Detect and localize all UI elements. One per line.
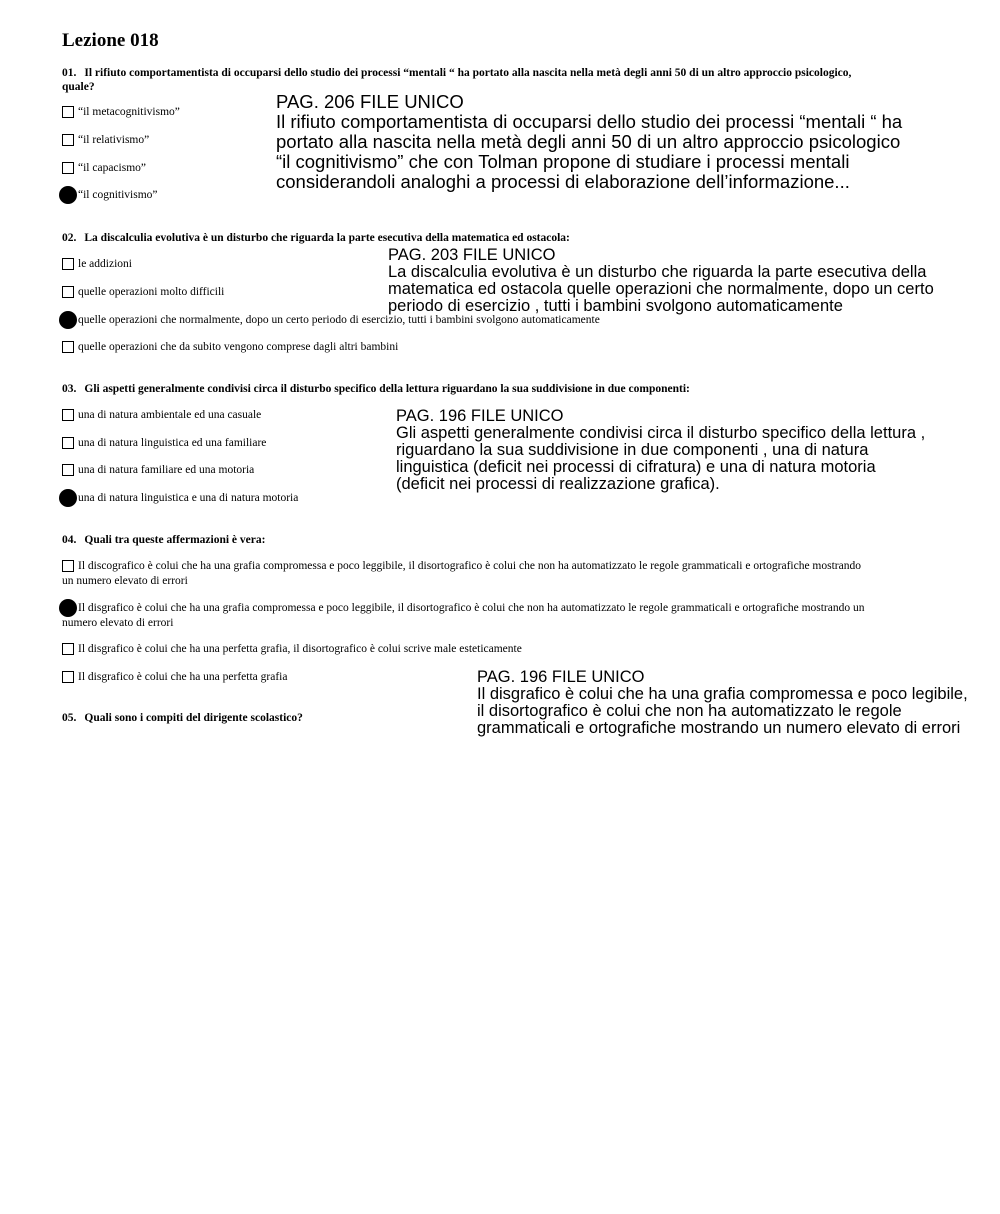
option-label: “il cognitivismo” [78, 189, 158, 201]
annotation-line: linguistica (deficit nei processi di cifratura) e una di natura motoria [396, 458, 876, 476]
checkbox-checked[interactable] [62, 189, 74, 201]
annotation-q3 [396, 408, 986, 493]
annotation-line: matematica ed ostacola quelle operazioni che normalmente, dopo un certo [388, 280, 934, 298]
question-text: Il rifiuto comportamentista di occuparsi dello studio dei processi “mentali “ ha portato alla nascita nella metà degli anni 50 di un altro approccio psicologico, [84, 67, 852, 79]
option-q4-b[interactable] [62, 601, 942, 631]
checkbox-checked[interactable] [62, 314, 74, 326]
annotation-line: il disortografico è colui che non ha automatizzato le regole [477, 702, 902, 720]
question-04 [62, 533, 942, 547]
annotation-line: portato alla nascita nella metà degli anni 50 di un altro approccio psicologico [276, 131, 901, 152]
annotation-q1 [276, 92, 976, 192]
checkbox[interactable] [62, 106, 74, 118]
option-q1-d[interactable] [62, 188, 158, 203]
annotation-line: “il cognitivismo” che con Tolman propone di studiare i processi mentali [276, 151, 850, 172]
annotation-line: PAG. 196 FILE UNICO [477, 668, 645, 686]
option-q1-b[interactable] [62, 133, 149, 148]
filled-dot-icon [59, 599, 77, 617]
option-q2-b[interactable] [62, 285, 224, 300]
question-text: La discalculia evolutiva è un disturbo che riguarda la parte esecutiva della matematica ed ostacola: [84, 232, 570, 244]
option-q1-c[interactable] [62, 161, 146, 176]
question-01 [62, 66, 942, 94]
annotation-line: Il disgrafico è colui che ha una grafia compromessa e poco legibile, [477, 685, 968, 703]
annotation-line: grammaticali e ortografiche mostrando un numero elevato di errori [477, 719, 961, 737]
annotation-line: La discalculia evolutiva è un disturbo che riguarda la parte esecutiva della [388, 263, 927, 281]
option-label: Il disgrafico è colui che ha una perfetta grafia [78, 671, 288, 683]
option-label: una di natura ambientale ed una casuale [78, 409, 262, 421]
option-q4-c[interactable] [62, 642, 522, 657]
option-q1-a[interactable] [62, 105, 180, 120]
question-number: 02. [62, 232, 77, 244]
annotation-line: PAG. 206 FILE UNICO [276, 91, 464, 112]
checkbox[interactable] [62, 560, 74, 572]
checkbox[interactable] [62, 409, 74, 421]
checkbox[interactable] [62, 134, 74, 146]
annotation-line: PAG. 203 FILE UNICO [388, 246, 556, 264]
checkbox[interactable] [62, 643, 74, 655]
option-label: una di natura familiare ed una motoria [78, 464, 255, 476]
option-q3-c[interactable] [62, 463, 254, 478]
checkbox[interactable] [62, 464, 74, 476]
annotation-line: Il rifiuto comportamentista di occuparsi dello studio dei processi “mentali “ ha [276, 111, 903, 132]
option-label: “il metacognitivismo” [78, 106, 180, 118]
option-label: “il relativismo” [78, 134, 150, 146]
option-label: Il disgrafico è colui che ha una grafia compromessa e poco leggibile, il disortografico è colui che non ha automatizzato le regole grammaticali e ortografiche mostrando un [78, 602, 865, 614]
checkbox[interactable] [62, 258, 74, 270]
option-q3-d[interactable] [62, 491, 298, 506]
filled-dot-icon [59, 311, 77, 329]
question-text: Gli aspetti generalmente condivisi circa il disturbo specifico della lettura riguardano la sua suddivisione in due componenti: [84, 383, 690, 395]
option-q2-d[interactable] [62, 340, 398, 355]
question-number: 01. [62, 67, 77, 79]
checkbox[interactable] [62, 671, 74, 683]
annotation-q4 [477, 669, 992, 737]
question-text: Quali tra queste affermazioni è vera: [84, 534, 266, 546]
option-q2-c[interactable] [62, 313, 600, 328]
annotation-line: periodo di esercizio , tutti i bambini svolgono automaticamente [388, 297, 843, 315]
annotation-line: riguardano la sua suddivisione in due componenti , una di natura [396, 441, 869, 459]
question-03 [62, 382, 942, 396]
annotation-line: considerandoli analoghi a processi di elaborazione dell’informazione... [276, 171, 850, 192]
question-number: 04. [62, 534, 77, 546]
option-label: quelle operazioni che normalmente, dopo un certo periodo di esercizio, tutti i bambini svolgono automaticamente [78, 314, 600, 326]
option-q3-b[interactable] [62, 436, 266, 451]
checkbox[interactable] [62, 437, 74, 449]
annotation-q2 [388, 247, 988, 315]
option-label: quelle operazioni che da subito vengono comprese dagli altri bambini [78, 341, 399, 353]
annotation-line: PAG. 196 FILE UNICO [396, 407, 564, 425]
option-label: Il disgrafico è colui che ha una perfetta grafia, il disortografico è colui scrive male esteticamente [78, 643, 522, 655]
checkbox-checked[interactable] [62, 492, 74, 504]
option-label: quelle operazioni molto difficili [78, 286, 225, 298]
question-text: Quali sono i compiti del dirigente scolastico? [84, 712, 303, 724]
option-label: una di natura linguistica ed una familiare [78, 437, 267, 449]
question-number: 03. [62, 383, 77, 395]
option-label: una di natura linguistica e una di natura motoria [78, 492, 299, 504]
question-number: 05. [62, 712, 77, 724]
annotation-line: Gli aspetti generalmente condivisi circa il disturbo specifico della lettura , [396, 424, 926, 442]
question-02 [62, 231, 942, 245]
annotation-line: (deficit nei processi di realizzazione grafica). [396, 475, 720, 493]
option-label: Il discografico è colui che ha una grafia compromessa e poco leggibile, il disortografico è colui che non ha automatizzato le regole grammaticali e ortografiche mostrando [78, 560, 861, 572]
option-label: “il capacismo” [78, 162, 147, 174]
option-q4-d[interactable] [62, 670, 287, 685]
checkbox[interactable] [62, 286, 74, 298]
checkbox-checked[interactable] [62, 602, 74, 614]
checkbox[interactable] [62, 162, 74, 174]
option-label-cont: un numero elevato di errori [62, 575, 188, 587]
filled-dot-icon [59, 489, 77, 507]
question-05 [62, 711, 462, 725]
checkbox[interactable] [62, 341, 74, 353]
option-q2-a[interactable] [62, 257, 132, 272]
option-q3-a[interactable] [62, 408, 261, 423]
option-label-cont: numero elevato di errori [62, 617, 174, 629]
question-text-cont: quale? [62, 81, 95, 93]
option-label: le addizioni [78, 258, 132, 270]
filled-dot-icon [59, 186, 77, 204]
option-q4-a[interactable] [62, 559, 942, 589]
page-title: Lezione 018 [62, 30, 159, 51]
